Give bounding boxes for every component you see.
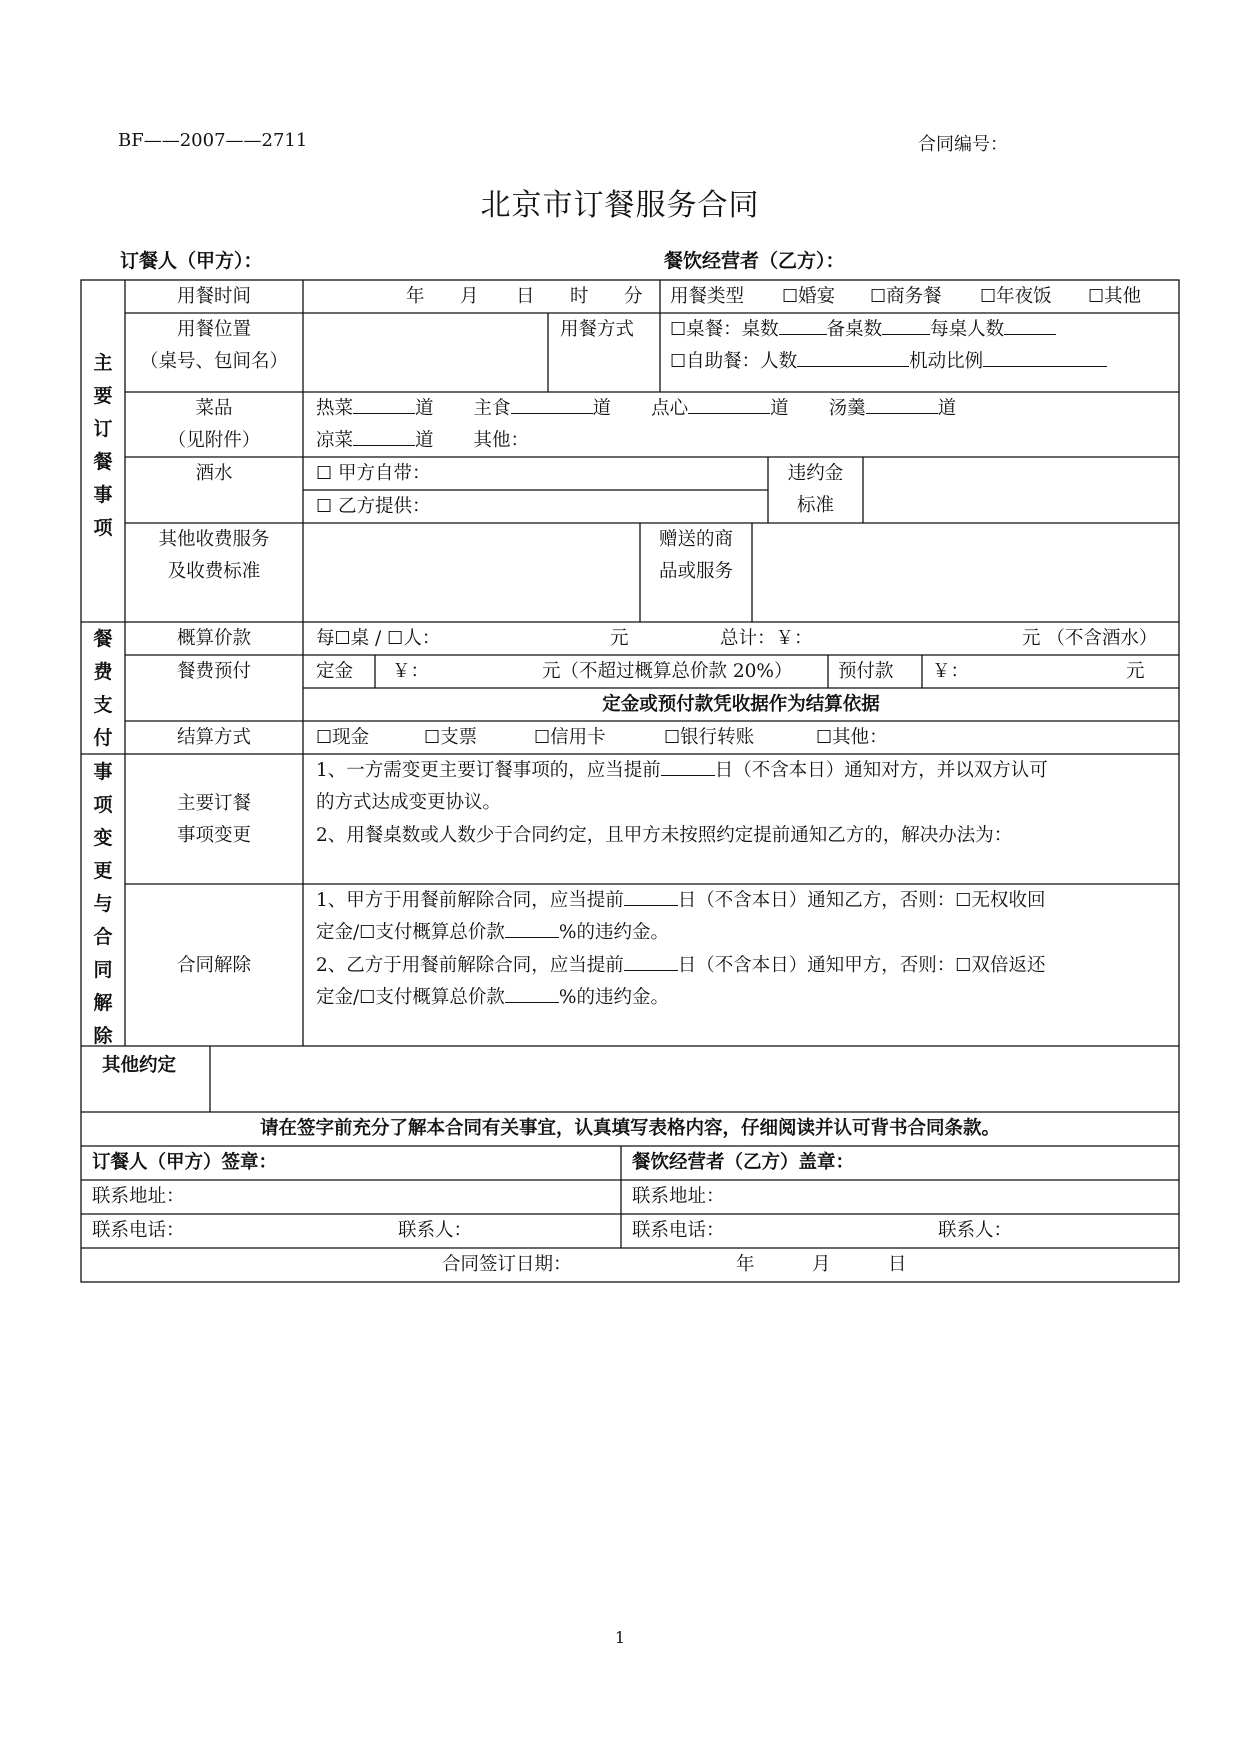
change-clause-1-cont: 的方式达成变更协议。: [316, 792, 502, 813]
label-settlement: 结算方式: [176, 727, 251, 748]
deposit-limit: 元（不超过概算总价款 20%）: [542, 661, 793, 682]
label-dishes-note: （见附件）: [167, 430, 261, 451]
checkbox-icon: ☐: [782, 286, 799, 307]
estimate-yuan: 元: [610, 628, 629, 649]
dishes-line-1: 热菜 道 主食 道 点心 道 汤羹 道: [316, 398, 957, 419]
page-title: 北京市订餐服务合同: [480, 188, 760, 223]
section-main-items: 主 要 订 餐 事 项: [93, 352, 113, 539]
termination-clause-2-cont: 定金/☐支付概算总价款 %的违约金。: [316, 987, 669, 1008]
party-b-label: 餐饮经营者（乙方）：: [664, 250, 845, 272]
label-penalty: 违约金: [787, 463, 844, 484]
option-new-year[interactable]: ☐年夜饭: [980, 286, 1052, 307]
label-other-terms: 其他约定: [102, 1055, 177, 1076]
termination-clause-1-cont: 定金/☐支付概算总价款 %的违约金。: [316, 922, 669, 943]
time-year: 年: [406, 286, 425, 307]
estimate-total: 总计：￥：: [720, 628, 813, 649]
party-b-seal: 餐饮经营者（乙方）盖章：: [632, 1152, 855, 1173]
signing-month: 月: [812, 1254, 831, 1275]
option-bank-transfer[interactable]: ☐银行转账: [664, 727, 755, 748]
checkbox-icon: ☐: [816, 727, 833, 748]
party-a-label: 订餐人（甲方）：: [120, 250, 263, 272]
checkbox-icon[interactable]: ☐: [359, 987, 376, 1008]
option-credit-card[interactable]: ☐信用卡: [534, 727, 606, 748]
label-drinks: 酒水: [195, 463, 233, 484]
checkbox-icon: ☐: [424, 727, 441, 748]
label-estimate: 概算价款: [176, 628, 251, 649]
party-a-phone: 联系电话：: [92, 1220, 185, 1241]
label-change: 主要订餐: [176, 793, 251, 814]
termination-clause-2: 2、乙方于用餐前解除合同，应当提前 日（不含本日）通知甲方，否则：☐双倍返还: [316, 955, 1046, 976]
party-a-contact: 联系人：: [398, 1220, 473, 1241]
checkbox-icon: ☐: [870, 286, 887, 307]
time-hour: 时: [570, 286, 589, 307]
label-gifts: 赠送的商: [658, 529, 733, 550]
checkbox-icon: ☐: [1088, 286, 1105, 307]
signing-date-label: 合同签订日期：: [442, 1254, 572, 1275]
estimate-per-unit[interactable]: 每☐桌 / ☐人：: [316, 628, 441, 649]
checkbox-icon: ☐: [670, 351, 687, 372]
contract-number-label: 合同编号：: [918, 134, 1008, 155]
change-clause-2: 2、用餐桌数或人数少于合同约定，且甲方未按照约定提前通知乙方的，解决办法为：: [316, 825, 1013, 846]
party-a-address: 联系地址：: [92, 1186, 185, 1207]
option-drinks-self[interactable]: ☐ 甲方自带：: [316, 463, 431, 484]
option-wedding[interactable]: ☐婚宴: [782, 286, 836, 307]
label-deposit: 定金: [316, 661, 354, 682]
label-gifts-2: 品或服务: [658, 561, 733, 582]
signing-reminder: 请在签字前充分了解本合同有关事宜，认真填写表格内容，仔细阅读并认可背书合同条款。: [259, 1118, 1000, 1139]
label-location-note: （桌号、包间名）: [139, 351, 288, 372]
section-payment: 餐 费 支 付: [93, 628, 113, 749]
label-termination: 合同解除: [176, 955, 251, 976]
party-a-signature: 订餐人（甲方）签章：: [92, 1152, 278, 1173]
time-day: 日: [516, 286, 535, 307]
label-dishes: 菜品: [195, 398, 233, 419]
deposit-yen: ￥：: [392, 661, 430, 682]
checkbox-icon: ☐: [664, 727, 681, 748]
dishes-line-2: 凉菜 道 其他：: [316, 430, 530, 451]
time-month: 月: [460, 286, 479, 307]
label-prepay: 餐费预付: [176, 661, 251, 682]
label-dining-type: 用餐类型: [670, 286, 745, 307]
option-business[interactable]: ☐商务餐: [870, 286, 942, 307]
termination-clause-1: 1、甲方于用餐前解除合同，应当提前 日（不含本日）通知乙方，否则：☐无权收回: [316, 890, 1046, 911]
option-cheque[interactable]: ☐支票: [424, 727, 478, 748]
party-b-address: 联系地址：: [632, 1186, 725, 1207]
checkbox-icon[interactable]: ☐: [955, 890, 972, 911]
label-dining-time: 用餐时间: [176, 286, 251, 307]
label-change-2: 事项变更: [176, 825, 251, 846]
checkbox-icon: ☐: [316, 727, 333, 748]
option-other-settlement[interactable]: ☐其他：: [816, 727, 888, 748]
settlement-basis-note: 定金或预付款凭收据作为结算依据: [602, 694, 880, 715]
time-minute: 分: [624, 286, 643, 307]
option-other-type[interactable]: ☐其他: [1088, 286, 1142, 307]
checkbox-icon: ☐: [334, 628, 351, 649]
party-b-contact: 联系人：: [938, 1220, 1013, 1241]
checkbox-icon: ☐: [534, 727, 551, 748]
checkbox-icon[interactable]: ☐: [955, 955, 972, 976]
label-fee-standard: 及收费标准: [167, 561, 261, 582]
checkbox-icon: ☐: [316, 463, 333, 484]
party-b-phone: 联系电话：: [632, 1220, 725, 1241]
advance-yuan: 元: [1126, 661, 1145, 682]
label-dining-method: 用餐方式: [560, 319, 635, 340]
label-location: 用餐位置: [176, 319, 251, 340]
signing-day: 日: [888, 1254, 907, 1275]
label-other-fees: 其他收费服务: [158, 529, 270, 550]
estimate-excl-drinks: 元 （不含酒水）: [1022, 628, 1158, 649]
label-advance: 预付款: [838, 661, 894, 682]
checkbox-icon: ☐: [980, 286, 997, 307]
change-clause-1: 1、一方需变更主要订餐事项的，应当提前 日（不含本日）通知对方，并以双方认可: [316, 760, 1048, 781]
label-penalty-standard: 标准: [796, 495, 834, 516]
option-drinks-provided[interactable]: ☐ 乙方提供：: [316, 496, 431, 517]
option-buffet[interactable]: ☐自助餐：人数 机动比例: [670, 346, 1107, 378]
checkbox-icon: ☐: [670, 319, 687, 340]
document-code: BF——2007——2711: [118, 130, 308, 151]
checkbox-icon: ☐: [387, 628, 404, 649]
checkbox-icon[interactable]: ☐: [359, 922, 376, 943]
signing-year: 年: [736, 1254, 755, 1275]
option-table-meal[interactable]: ☐桌餐：桌数 备桌数 每桌人数: [670, 314, 1056, 346]
page-number: 1: [614, 1628, 626, 1647]
checkbox-icon: ☐: [316, 496, 333, 517]
option-cash[interactable]: ☐现金: [316, 727, 370, 748]
section-change-termination: 事 项 变 更 与 合 同 解 除: [93, 761, 113, 1047]
advance-yen: ￥：: [932, 661, 970, 682]
